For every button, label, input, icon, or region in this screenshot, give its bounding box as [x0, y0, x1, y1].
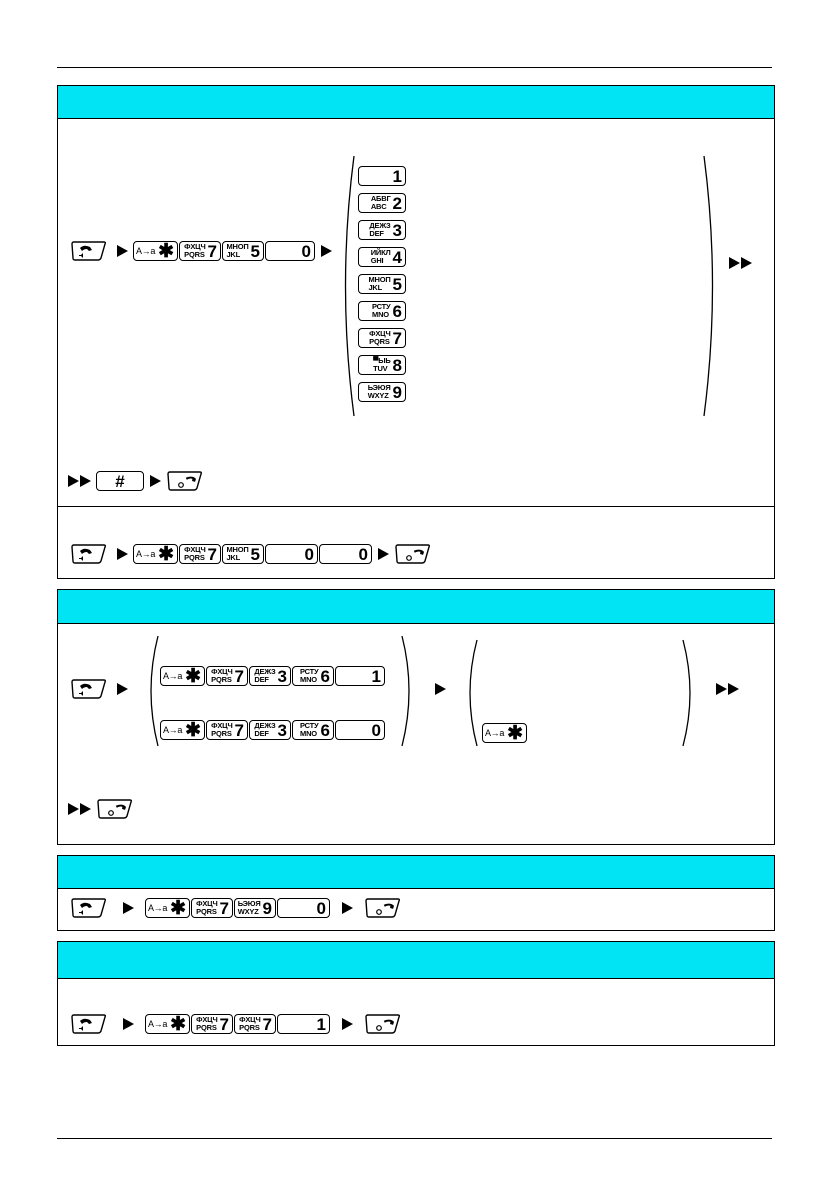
key-star[interactable]: A→a ✱	[145, 898, 190, 918]
left-parenthesis	[463, 638, 479, 748]
off-power-icon[interactable]	[364, 898, 402, 918]
play-arrow-icon	[435, 683, 446, 695]
top-rule	[57, 67, 772, 68]
key-sequence-finish	[64, 470, 208, 492]
double-arrow-icon	[729, 257, 753, 269]
key-5[interactable]: МНОП JKL 5	[358, 274, 406, 294]
key-sequence-main	[70, 240, 337, 262]
key-2[interactable]: АБВГ ABC 2	[358, 193, 406, 213]
play-arrow-icon	[321, 245, 332, 257]
play-arrow-icon	[150, 475, 161, 487]
continue-marker	[725, 252, 757, 274]
off-power-icon[interactable]	[394, 544, 432, 564]
section-header-bar	[58, 856, 774, 889]
key-5[interactable]: МНОП JKL 5	[222, 241, 264, 261]
key-6[interactable]: РСТУ MNO 6	[292, 720, 334, 740]
off-power-icon[interactable]	[96, 799, 134, 819]
talk-speaker-icon[interactable]	[70, 544, 108, 564]
key-3[interactable]: ДЕЖЗ DEF 3	[249, 666, 291, 686]
key-9[interactable]: ЬЭЮЯ WXYZ 9	[234, 898, 276, 918]
key-6[interactable]: РСТУ MNO 6	[358, 301, 406, 321]
key-sequence	[70, 897, 406, 919]
key-7[interactable]: ФХЦЧ PQRS 7	[206, 666, 248, 686]
off-power-icon[interactable]	[166, 471, 204, 491]
play-arrow-icon	[342, 1018, 353, 1030]
key-0[interactable]: 0	[319, 544, 372, 564]
section-header-bar	[58, 590, 774, 624]
key-5[interactable]: МНОП JKL 5	[222, 544, 264, 564]
key-hash[interactable]: #	[96, 471, 144, 491]
right-parenthesis	[681, 638, 697, 748]
play-arrow-icon	[378, 548, 389, 560]
key-4[interactable]: ИЙКЛ GHI 4	[358, 247, 406, 267]
key-star[interactable]: A→a ✱	[133, 544, 178, 564]
key-sequence	[70, 1013, 406, 1035]
right-parenthesis	[701, 154, 721, 418]
play-arrow-icon	[117, 245, 128, 257]
section-box-4	[57, 941, 775, 1046]
key-0[interactable]: 0	[335, 720, 385, 740]
play-arrow-icon	[123, 1018, 134, 1030]
play-arrow-icon	[117, 683, 128, 695]
key-7[interactable]: ФХЦЧ PQRS 7	[358, 328, 406, 348]
key-7[interactable]: ФХЦЧ PQRS 7	[234, 1014, 276, 1034]
key-7[interactable]: ФХЦЧ PQRS 7	[191, 898, 233, 918]
play-arrow-icon	[117, 548, 128, 560]
section-divider	[58, 506, 774, 507]
key-0[interactable]: 0	[265, 544, 318, 564]
key-9[interactable]: ЬЭЮЯ WXYZ 9	[358, 382, 406, 402]
key-8[interactable]: ▀ЫЬ TUV 8	[358, 355, 406, 375]
arrow-between-groups	[430, 678, 451, 700]
talk-speaker-icon[interactable]	[70, 898, 108, 918]
talk-speaker-icon[interactable]	[70, 1014, 108, 1034]
key-star[interactable]: A→a ✱	[133, 241, 178, 261]
left-parenthesis	[144, 634, 160, 748]
key-6[interactable]: РСТУ MNO 6	[292, 666, 334, 686]
key-star[interactable]: A→a ✱	[160, 720, 205, 740]
continue-marker	[712, 678, 744, 700]
section-box-3	[57, 855, 775, 931]
digit-choice-column	[358, 166, 407, 409]
key-star[interactable]: A→a ✱	[482, 723, 527, 743]
key-sequence-option-3	[482, 722, 528, 744]
key-3[interactable]: ДЕЖЗ DEF 3	[249, 720, 291, 740]
play-arrow-icon	[342, 902, 353, 914]
off-power-icon[interactable]	[364, 1014, 402, 1034]
key-7[interactable]: ФХЦЧ PQRS 7	[206, 720, 248, 740]
key-1[interactable]: 1	[277, 1014, 330, 1034]
section-box-2	[57, 589, 775, 845]
key-3[interactable]: ДЕЖЗ DEF 3	[358, 220, 406, 240]
double-arrow-icon	[68, 475, 92, 487]
key-sequence-reset	[70, 543, 436, 565]
key-7[interactable]: ФХЦЧ PQRS 7	[191, 1014, 233, 1034]
key-0[interactable]: 0	[265, 241, 315, 261]
key-7[interactable]: ФХЦЧ PQRS 7	[179, 241, 221, 261]
key-0[interactable]: 0	[277, 898, 330, 918]
key-7[interactable]: ФХЦЧ PQRS 7	[179, 544, 221, 564]
left-parenthesis	[337, 154, 357, 418]
key-1[interactable]: 1	[335, 666, 385, 686]
key-star[interactable]: A→a ✱	[160, 666, 205, 686]
key-sequence-finish	[64, 798, 138, 820]
key-star[interactable]: A→a ✱	[145, 1014, 190, 1034]
play-arrow-icon	[123, 902, 134, 914]
right-parenthesis	[400, 634, 416, 748]
key-1[interactable]: 1	[358, 166, 406, 186]
section-header-bar	[58, 942, 774, 979]
key-sequence-start	[70, 678, 133, 700]
talk-speaker-icon[interactable]	[70, 241, 108, 261]
talk-speaker-icon[interactable]	[70, 679, 108, 699]
bottom-rule	[57, 1138, 772, 1139]
section-header-bar	[58, 86, 774, 119]
key-sequence-option-1	[160, 665, 386, 687]
section-box-1	[57, 85, 775, 579]
double-arrow-icon	[68, 803, 92, 815]
key-sequence-option-2	[160, 719, 386, 741]
double-arrow-icon	[716, 683, 740, 695]
